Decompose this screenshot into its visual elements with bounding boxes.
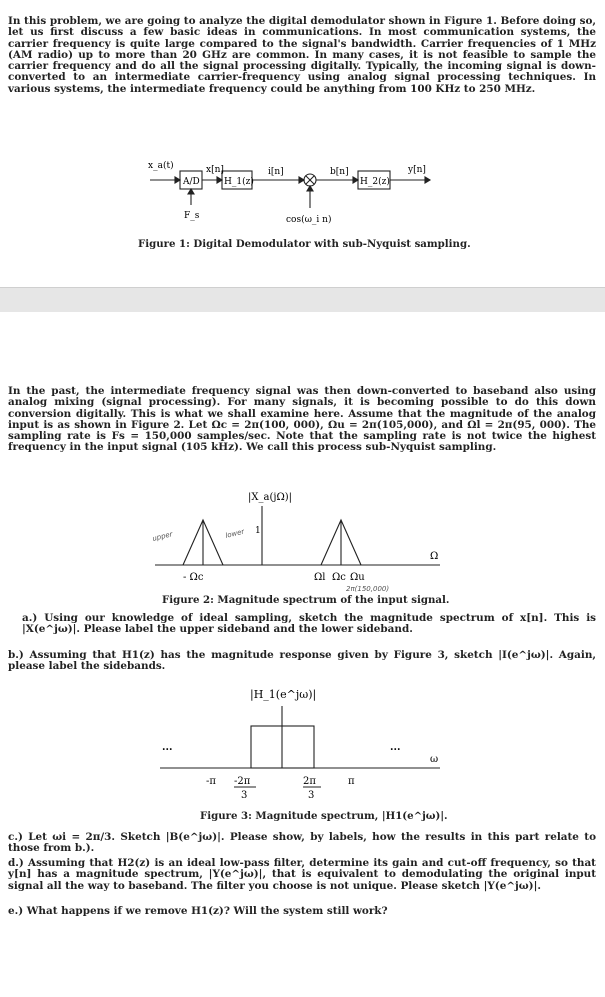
fig3-ylabel: |H_1(e^jω)| (250, 688, 317, 701)
fig1-yn-label: y[n] (408, 165, 426, 175)
fig2-omega-axis: Ω (430, 551, 439, 562)
figure-1-block-diagram (0, 160, 605, 230)
page-2 (0, 312, 605, 997)
fig1-input-label: x_a(t) (148, 161, 174, 171)
fig2-one-label: 1 (255, 526, 261, 536)
fig3-omega-axis: ω (430, 754, 439, 765)
fig1-in-label: i[n] (268, 167, 284, 177)
fig2-hand-lower: lower (224, 527, 246, 540)
figure-2-spectrum (0, 482, 605, 612)
question-d: d.) Assuming that H2(z) is an ideal low-pass filter, determine its gain and cut-off frequency, so that y[n] has a magnitude spectrum, |Y(e^jω)|, that is equivalent to demodulating the original input signal all the way to baseband. The filter you choose is not unique. Please sketch |Y(e^jω)|. (8, 857, 596, 892)
fig1-fs-label: F_s (184, 211, 200, 221)
figure-3-filter-response (0, 680, 605, 820)
fig3-dots-right: ... (390, 742, 401, 753)
fig3-neg-pi: -π (206, 776, 216, 787)
fig2-hand-upper: upper (151, 530, 174, 543)
fig2-omega-l: Ωl (314, 572, 326, 583)
fig3-neg-two-pi: -2π (234, 776, 251, 787)
fig1-h2-label: H_2(z) (360, 177, 390, 187)
fig2-ylabel: |X_a(jΩ)| (248, 492, 293, 503)
fig1-h1-label: H_1(z) (224, 177, 254, 187)
fig1-adc-label: A/D (183, 177, 200, 187)
sub-nyquist-paragraph: In the past, the intermediate frequency signal was then down-converted to baseband also using analog mixing (signal processing). For many signals, it is becoming possible to do this down conversion digitally. This is what we shall examine here. Assume that the magnitude of the analog input is as shown in Figure 2. Let Ωc = 2π(100, 000), Ωu = 2π(105,000), and Ωl = 2π(95, 000). The sampling rate is Fs = 150,000 samples/sec. Note that the sampling rate is not twice the highest frequency in the input signal (105 kHz). We call this process sub-Nyquist sampling. (8, 385, 596, 454)
fig3-dots-left: ... (162, 742, 173, 753)
figure-3-caption: Figure 3: Magnitude spectrum, |H1(e^jω)|. (200, 810, 448, 822)
page-1 (0, 0, 605, 287)
figure-2-caption: Figure 2: Magnitude spectrum of the input signal. (162, 594, 450, 606)
fig1-bn-label: b[n] (330, 167, 349, 177)
question-c: c.) Let ωi = 2π/3. Sketch |B(e^jω)|. Please show, by labels, how the results in this part relate to those from b.). (8, 831, 596, 855)
fig1-cos-label: cos(ω_i n) (286, 215, 332, 225)
fig2-omega-c: Ωc (332, 572, 346, 583)
question-e: e.) What happens if we remove H1(z)? Will the system still work? (8, 905, 388, 917)
intro-paragraph: In this problem, we are going to analyze the digital demodulator shown in Figure 1. Before doing so, let us first discuss a few basic ideas in communications. In most communication systems, the carrier frequency is quite large compared to the signal's bandwidth. Carrier frequencies of 1 MHz (AM radio) up to more than 20 GHz are common. In many cases, it is not feasible to sample the carrier frequency and do all the signal processing digitally. Typically, the incoming signal is down-converted to an intermediate carrier-frequency using analog signal processing techniques. In various systems, the intermediate frequency could be anything from 100 KHz to 250 MHz. (8, 15, 596, 95)
question-b: b.) Assuming that H1(z) has the magnitude response given by Figure 3, sketch |I(e^jω)|. Again, please label the sidebands. (8, 649, 596, 673)
page-separator (0, 287, 605, 313)
fig3-pi: π (348, 776, 355, 787)
fig1-xn-label: x[n] (206, 165, 224, 175)
fig2-omega-u: Ωu (350, 572, 365, 583)
fig3-den-right: 3 (308, 790, 315, 801)
figure-1-caption: Figure 1: Digital Demodulator with sub-Nyquist sampling. (138, 238, 471, 250)
fig2-neg-omega-c: - Ωc (183, 572, 204, 583)
fig3-two-pi: 2π (303, 776, 316, 787)
question-a: a.) Using our knowledge of ideal sampling, sketch the magnitude spectrum of x[n]. This is |X(e^jω)|. Please label the upper sideband and the lower sideband. (22, 612, 596, 636)
fig3-den-left: 3 (241, 790, 248, 801)
fig2-hand-note: 2π(150,000) (346, 585, 390, 593)
